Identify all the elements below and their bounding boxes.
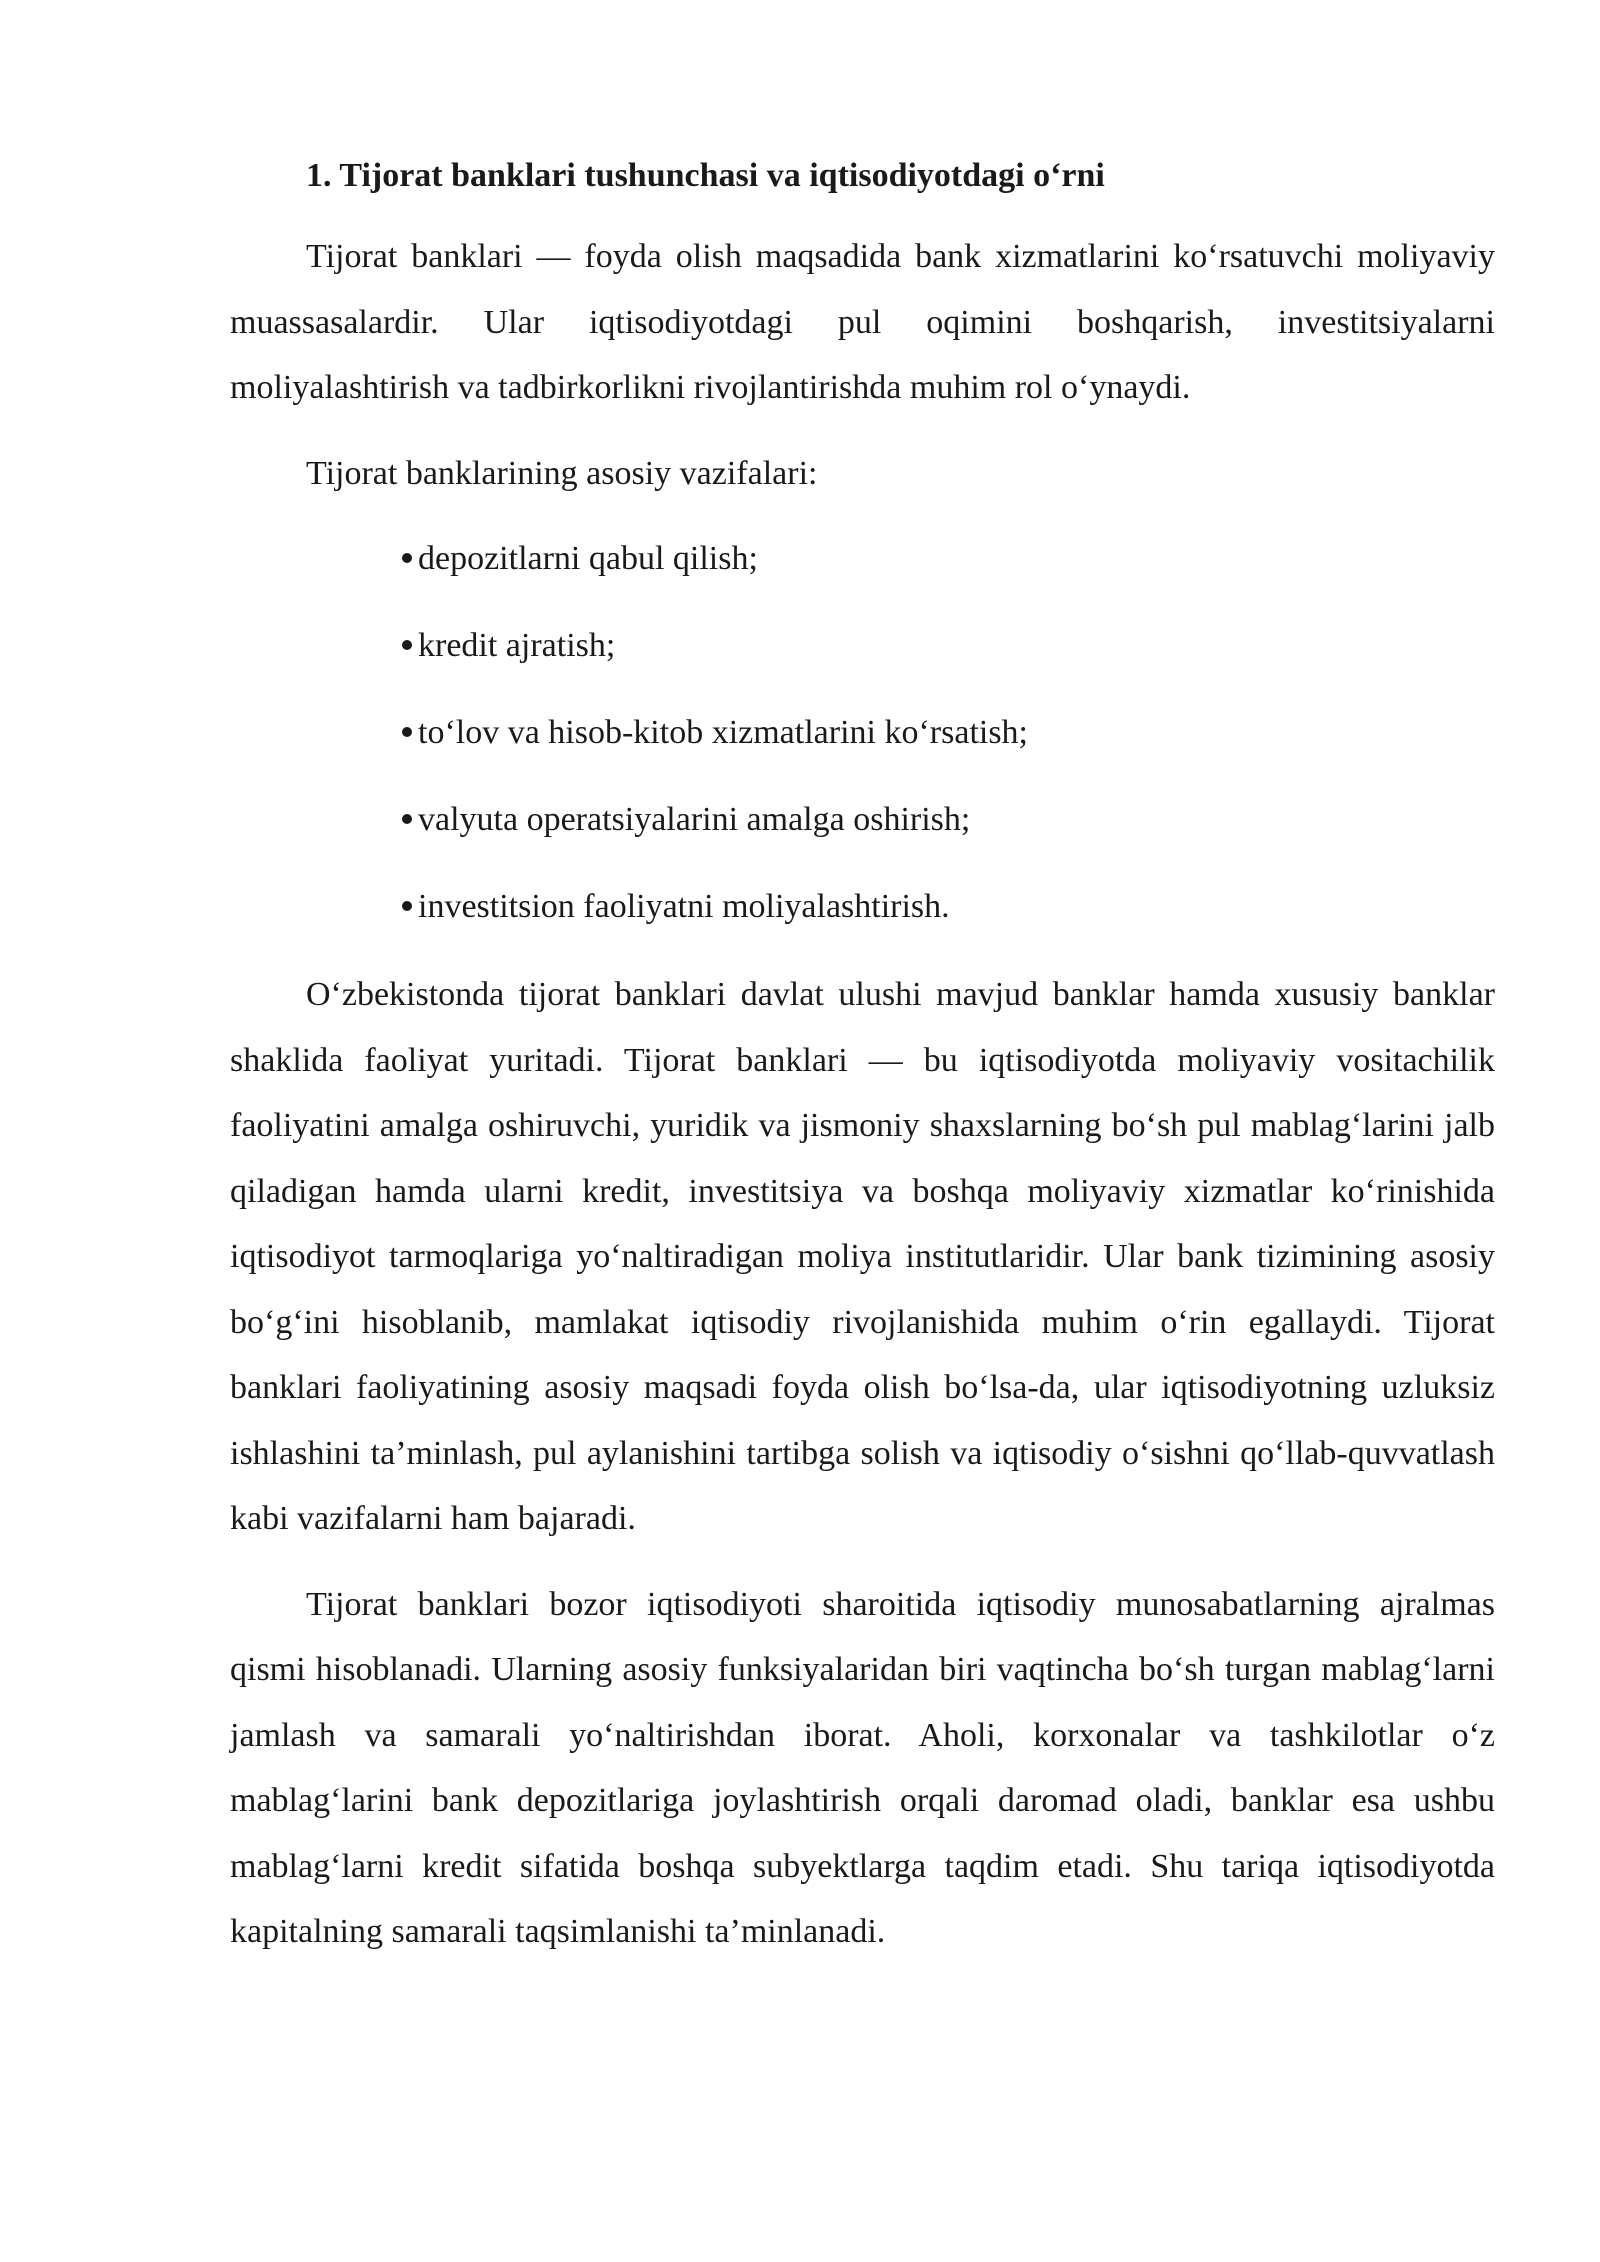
list-item	[402, 613, 1495, 679]
bullet-icon	[402, 553, 412, 563]
bullet-icon	[402, 727, 412, 737]
body-paragraph-2: O‘zbekistonda tijorat banklari davlat ulushi mavjud banklar hamda xususiy banklar shaklida faoliyat yuritadi. Tijorat banklari — bu iqtisodiyotda moliyaviy vositachilik faoliyatini amalga oshiruvchi, yuridik va jismoniy shaxslarning bo‘sh pul mablag‘larini jalb qiladigan hamda ularni kredit, investitsiya va boshqa moliyaviy xizmatlar ko‘rinishida iqtisodiyot tarmoqlariga yo‘naltiradigan moliya institutlaridir. Ular bank tizimining asosiy bo‘g‘ini hisoblanib, mamlakat iqtisodiy rivojlanishida muhim o‘rin egallaydi. Tijorat banklari faoliyatining asosiy maqsadi foyda olish bo‘lsa-da, ular iqtisodiyotning uzluksiz ishlashini ta’minlash, pul aylanishini tartibga solish va iqtisodiy o‘sishni qo‘llab-quvvatlash kabi vazifalarni ham bajaradi.	[230, 976, 1495, 1537]
list-item-text: to‘lov va hisob-kitob xizmatlarini ko‘rsatish;	[418, 714, 1029, 751]
list-item-text: investitsion faoliyatni moliyalashtirish.	[418, 888, 950, 925]
intro-paragraph: Tijorat banklari — foyda olish maqsadida bank xizmatlarini ko‘rsatuvchi moliyaviy muassasalardir. Ular iqtisodiyotdagi pul oqimini boshqarish, investitsiyalarni moliyalashtirish va tadbirkorlikni rivojlantirishda muhim rol o‘ynaydi.	[230, 238, 1495, 406]
bullet-icon	[402, 640, 412, 650]
list-item	[402, 874, 1495, 940]
list-item-text: kredit ajratish;	[418, 627, 616, 664]
section-heading: 1. Tijorat banklari tushunchasi va iqtisodiyotdagi o‘rni	[306, 157, 1105, 194]
list-item	[402, 700, 1495, 766]
bullet-icon	[402, 901, 412, 911]
document-page	[230, 150, 1495, 1985]
list-lead: Tijorat banklarining asosiy vazifalari:	[306, 454, 818, 492]
body-paragraph-3: Tijorat banklari bozor iqtisodiyoti sharoitida iqtisodiy munosabatlarning ajralmas qismi hisoblanadi. Ularning asosiy funksiyalaridan biri vaqtincha bo‘sh turgan mablag‘larni jamlash va samarali yo‘naltirishdan iborat. Aholi, korxonalar va tashkilotlar o‘z mablag‘larini bank depozitlariga joylashtirish orqali daromad oladi, banklar esa ushbu mablag‘larni kredit sifatida boshqa subyektlarga taqdim etadi. Shu tariqa iqtisodiyotda kapitalning samarali taqsimlanishi ta’minlanadi.	[230, 1585, 1495, 1950]
list-item	[402, 787, 1495, 853]
list-item-text: depozitlarni qabul qilish;	[418, 540, 758, 577]
list-item-text: valyuta operatsiyalarini amalga oshirish;	[418, 801, 971, 838]
duties-list	[230, 526, 1495, 940]
list-item	[402, 526, 1495, 592]
bullet-icon	[402, 814, 412, 824]
